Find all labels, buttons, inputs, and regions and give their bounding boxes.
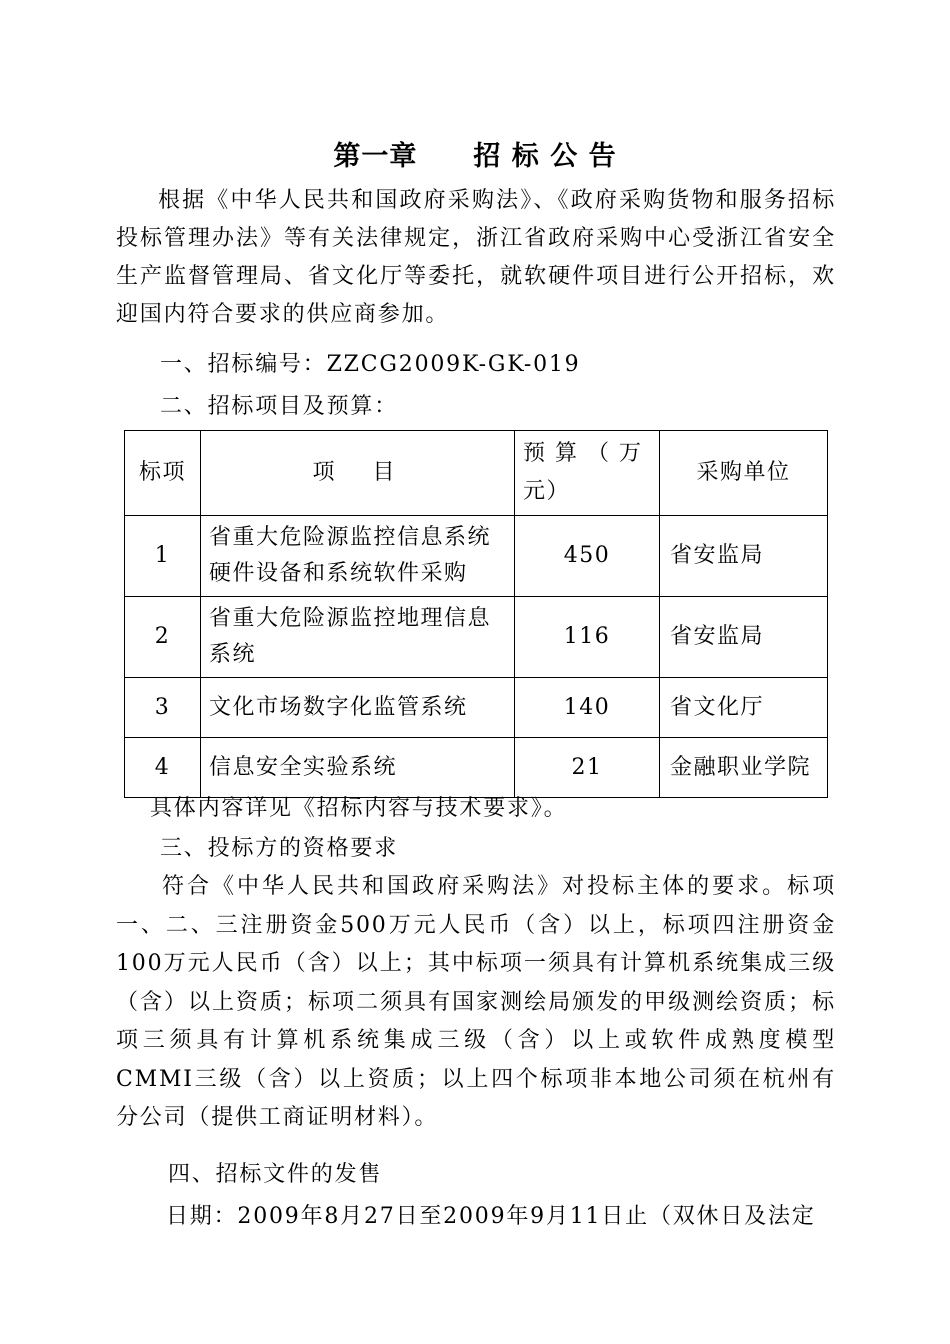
page-title: 第一章 招 标 公 告 bbox=[333, 141, 617, 172]
section-tender-number: 一、招标编号：ZZCG2009K-GK-019 bbox=[160, 352, 581, 377]
budget-table bbox=[124, 430, 828, 798]
row-project: 文化市场数字化监管系统 bbox=[201, 678, 515, 738]
row-budget: 116 bbox=[515, 597, 660, 678]
section-qualification: 三、投标方的资格要求 bbox=[160, 836, 399, 861]
row-budget: 450 bbox=[515, 516, 660, 597]
row-unit: 省安监局 bbox=[660, 516, 828, 597]
row-index: 4 bbox=[125, 738, 201, 798]
row-project: 省重大危险源监控地理信息系统 bbox=[201, 597, 515, 678]
header-budget: 预 算 （ 万 元） bbox=[515, 431, 660, 516]
row-unit: 省文化厅 bbox=[660, 678, 828, 738]
table-row bbox=[125, 516, 828, 597]
row-index: 2 bbox=[125, 597, 201, 678]
table-row bbox=[125, 678, 828, 738]
row-index: 1 bbox=[125, 516, 201, 597]
row-project: 省重大危险源监控信息系统硬件设备和系统软件采购 bbox=[201, 516, 515, 597]
sale-date-line: 日期：2009年8月27日至2009年9月11日止（双休日及法定 bbox=[166, 1204, 816, 1229]
row-unit: 金融职业学院 bbox=[660, 738, 828, 798]
header-project: 项 目 bbox=[201, 431, 515, 516]
row-unit: 省安监局 bbox=[660, 597, 828, 678]
details-note: 具体内容详见《招标内容与技术要求》。 bbox=[150, 796, 568, 821]
row-project: 信息安全实验系统 bbox=[201, 738, 515, 798]
row-budget: 140 bbox=[515, 678, 660, 738]
row-index: 3 bbox=[125, 678, 201, 738]
header-unit: 采购单位 bbox=[660, 431, 828, 516]
section-items-budget: 二、招标项目及预算： bbox=[160, 394, 399, 419]
section-document-sale: 四、招标文件的发售 bbox=[168, 1162, 383, 1187]
table-header-row bbox=[125, 431, 828, 516]
row-budget: 21 bbox=[515, 738, 660, 798]
qualification-paragraph: 符合《中华人民共和国政府采购法》对投标主体的要求。标项一、二、三注册资金500万元人民币（含）以上，标项四注册资金100万元人民币（含）以上；其中标项一须具有计算机系统集成三级（含）以上资质；标项二须具有国家测绘局颁发的甲级测绘资质；标项三须具有计算机系统集成三级（含）以上或软件成熟度模型CMMI三级（含）以上资质；以上四个标项非本地公司须在杭州有分公司（提供工商证明材料）。 bbox=[116, 874, 836, 1130]
header-index: 标项 bbox=[125, 431, 201, 516]
intro-paragraph: 根据《中华人民共和国政府采购法》、《政府采购货物和服务招标投标管理办法》等有关法律规定，浙江省政府采购中心受浙江省安全生产监督管理局、省文化厅等委托，就软硬件项目进行公开招标，欢迎国内符合要求的供应商参加。 bbox=[116, 188, 836, 327]
table-row bbox=[125, 597, 828, 678]
table-row bbox=[125, 738, 828, 798]
